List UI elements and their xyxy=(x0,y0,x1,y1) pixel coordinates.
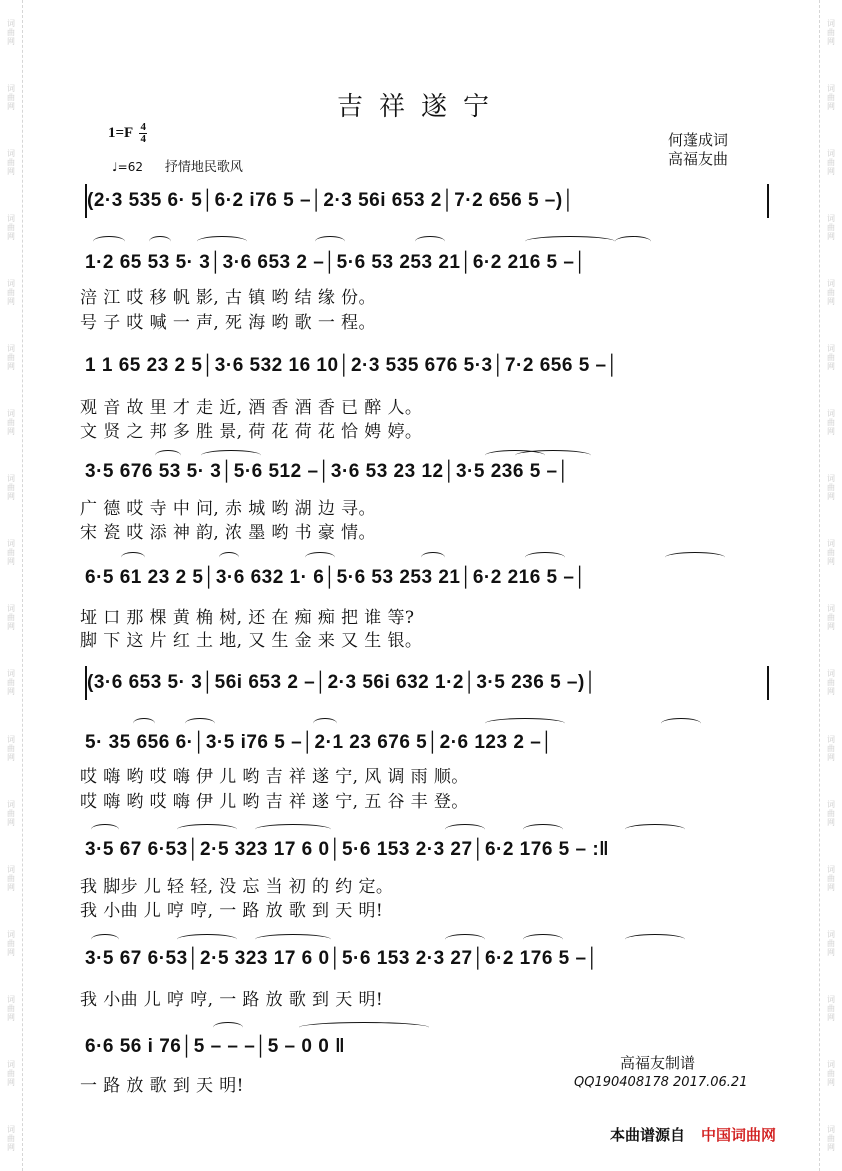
slur xyxy=(615,236,651,246)
watermark: 词 曲 网 xyxy=(7,994,15,1022)
watermark: 词 曲 网 xyxy=(827,279,835,307)
music-line: 3·5 67 6·53│2·5 323 17 6 0│5·6 153 2·3 27│6·2 176 5 –│ xyxy=(85,948,599,969)
composer: 高福友曲 xyxy=(668,150,729,168)
watermark: 词 曲 网 xyxy=(7,214,15,242)
watermark: 词 曲 网 xyxy=(7,604,15,632)
lyric-verse-2: 脚 下 这 片 红 土 地, 又 生 金 来 又 生 银。 xyxy=(80,631,423,651)
source-credit xyxy=(610,1124,776,1145)
slur-row xyxy=(85,548,765,562)
watermark: 词 曲 网 xyxy=(827,539,835,567)
left-watermark-strip xyxy=(0,0,23,1171)
watermark: 词 曲 网 xyxy=(827,929,835,957)
slur xyxy=(525,236,615,246)
watermark: 词 曲 网 xyxy=(827,734,835,762)
slur xyxy=(197,236,247,246)
watermark: 词 曲 网 xyxy=(7,1124,15,1152)
lyric-verse-1: 垭 口 那 棵 黄 桷 树, 还 在 痴 痴 把 谁 等? xyxy=(80,608,415,628)
watermark: 词 曲 网 xyxy=(827,19,835,47)
meter-top: 4 xyxy=(140,121,146,133)
music-line-final: 6·6 56 i 76│5 – – –│5 – 0 0 ‖ xyxy=(85,1036,346,1057)
slur xyxy=(315,236,345,246)
watermark: 词 曲 网 xyxy=(7,864,15,892)
music-line: 1 1 65 23 2 5│3·6 532 16 10│2·3 535 676 5·3│7·2 656 5 –│ xyxy=(85,355,619,376)
watermark: 词 曲 网 xyxy=(7,539,15,567)
key-signature xyxy=(108,122,147,145)
watermark: 词 曲 网 xyxy=(827,1059,835,1087)
watermark: 词 曲 网 xyxy=(7,929,15,957)
lyric-verse-1: 我 脚步 儿 轻 轻, 没 忘 当 初 的 约 定。 xyxy=(80,877,394,897)
tempo-marking xyxy=(112,156,243,175)
slur-row xyxy=(85,820,765,834)
watermark: 词 曲 网 xyxy=(827,214,835,242)
lyric-verse-1: 哎 嗨 哟 哎 嗨 伊 儿 哟 吉 祥 遂 宁, 风 调 雨 顺。 xyxy=(80,767,469,787)
source-site-link[interactable]: 中国词曲网 xyxy=(701,1126,777,1144)
watermark: 词 曲 网 xyxy=(827,864,835,892)
key-label: 1=F xyxy=(108,125,134,141)
music-line-interlude: (3·6 653 5· 3│56i 653 2 –│2·3 56i 632 1·2│3·5 236 5 –)│ xyxy=(85,666,769,700)
watermark: 词 曲 网 xyxy=(7,344,15,372)
arranger-credit: 高福友制谱 xyxy=(620,1054,696,1072)
watermark: 词 曲 网 xyxy=(827,149,835,177)
lyric-verse-1: 广 德 哎 寺 中 问, 赤 城 哟 湖 边 寻。 xyxy=(80,499,376,519)
lyric-verse-1: 涪 江 哎 移 帆 影, 古 镇 哟 结 缘 份。 xyxy=(80,288,376,308)
lyric-verse-2: 宋 瓷 哎 添 神 韵, 浓 墨 哟 书 豪 情。 xyxy=(80,523,376,543)
watermark: 词 曲 网 xyxy=(827,344,835,372)
watermark: 词 曲 网 xyxy=(827,409,835,437)
watermark: 词 曲 网 xyxy=(827,994,835,1022)
slur xyxy=(415,236,445,246)
source-label: 本曲谱源自 xyxy=(610,1126,686,1144)
song-title: 吉祥遂宁 xyxy=(336,92,505,122)
watermark: 词 曲 网 xyxy=(7,474,15,502)
credits xyxy=(668,131,728,169)
music-line: 6·5 61 23 2 5│3·6 632 1· 6│5·6 53 253 21│6·2 216 5 –│ xyxy=(85,567,587,588)
watermark: 词 曲 网 xyxy=(7,84,15,112)
lyric-verse-1: 我 小曲 儿 哼 哼, 一 路 放 歌 到 天 明! xyxy=(80,990,384,1010)
lyric-verse-2: 哎 嗨 哟 哎 嗨 伊 儿 哟 吉 祥 遂 宁, 五 谷 丰 登。 xyxy=(80,792,469,812)
music-line: 5· 35 656 6·│3·5 i76 5 –│2·1 23 676 5│2·6 123 2 –│ xyxy=(85,732,554,753)
watermark: 词 曲 网 xyxy=(7,734,15,762)
style-marking: 抒情地民歌风 xyxy=(164,160,243,175)
watermark: 词 曲 网 xyxy=(827,799,835,827)
right-watermark-strip xyxy=(819,0,842,1171)
tempo-value: ♩=62 xyxy=(112,160,143,174)
music-line: 3·5 67 6·53│2·5 323 17 6 0│5·6 153 2·3 27│6·2 176 5 – :‖ xyxy=(85,839,610,860)
lyricist: 何蓬成词 xyxy=(668,131,729,149)
watermark: 词 曲 网 xyxy=(7,669,15,697)
watermark: 词 曲 网 xyxy=(7,1059,15,1087)
contact-date: QQ190408178 2017.06.21 xyxy=(574,1075,748,1090)
watermark: 词 曲 网 xyxy=(7,799,15,827)
lyric-verse-2: 我 小曲 儿 哼 哼, 一 路 放 歌 到 天 明! xyxy=(80,901,384,921)
lyric-verse-2: 号 子 哎 喊 一 声, 死 海 哟 歌 一 程。 xyxy=(80,313,376,333)
watermark: 词 曲 网 xyxy=(827,604,835,632)
slur xyxy=(149,236,171,246)
lyric-final: 一 路 放 歌 到 天 明! xyxy=(80,1076,244,1096)
watermark: 词 曲 网 xyxy=(827,84,835,112)
lyric-verse-2: 文 贤 之 邦 多 胜 景, 荷 花 荷 花 恰 娉 婷。 xyxy=(80,422,423,442)
watermark: 词 曲 网 xyxy=(827,1124,835,1152)
time-signature xyxy=(139,122,147,145)
music-line-intro: (2·3 535 6· 5│6·2 i76 5 –│2·3 56i 653 2│7·2 656 5 –)│ xyxy=(85,184,769,218)
watermark: 词 曲 网 xyxy=(7,149,15,177)
music-line: 3·5 676 53 5· 3│5·6 512 –│3·6 53 23 12│3·5 236 5 –│ xyxy=(85,461,570,482)
meter-bottom: 4 xyxy=(140,133,146,145)
lyric-verse-1: 观 音 故 里 才 走 近, 酒 香 酒 香 已 醉 人。 xyxy=(80,398,423,418)
music-line: 1·2 65 53 5· 3│3·6 653 2 –│5·6 53 253 21│6·2 216 5 –│ xyxy=(85,252,587,273)
watermark: 词 曲 网 xyxy=(7,279,15,307)
watermark: 词 曲 网 xyxy=(7,19,15,47)
watermark: 词 曲 网 xyxy=(827,669,835,697)
watermark: 词 曲 网 xyxy=(827,474,835,502)
slur xyxy=(93,236,125,246)
watermark: 词 曲 网 xyxy=(7,409,15,437)
slur-row xyxy=(85,232,765,246)
